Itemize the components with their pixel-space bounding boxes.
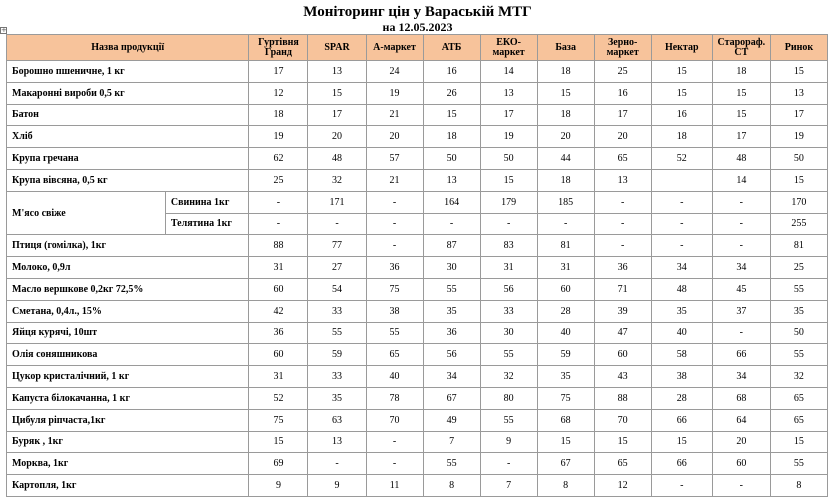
price-cell: 21 [366, 169, 423, 191]
price-cell: 25 [594, 61, 651, 83]
price-cell: 18 [712, 61, 770, 83]
price-cell: 14 [712, 169, 770, 191]
price-cell: - [712, 191, 770, 213]
column-header-store: Нектар [651, 35, 712, 61]
price-cell: - [249, 213, 308, 235]
price-cell: 87 [423, 235, 480, 257]
price-cell: 60 [249, 344, 308, 366]
table-header-row [7, 35, 828, 61]
product-name: Цукор кристалічний, 1 кг [7, 366, 249, 388]
product-subname: Свинина 1кг [165, 191, 249, 213]
price-cell: 36 [366, 257, 423, 279]
price-cell: 19 [480, 126, 537, 148]
price-cell: 55 [770, 278, 827, 300]
price-cell: 40 [537, 322, 594, 344]
price-cell: 13 [770, 82, 827, 104]
price-cell: 16 [594, 82, 651, 104]
price-cell: - [712, 322, 770, 344]
price-cell: - [366, 453, 423, 475]
price-cell: 66 [712, 344, 770, 366]
price-cell: 13 [423, 169, 480, 191]
price-cell: 37 [712, 300, 770, 322]
price-cell: 8 [537, 475, 594, 497]
price-cell: 34 [651, 257, 712, 279]
price-cell: 34 [712, 257, 770, 279]
price-cell: 18 [537, 104, 594, 126]
price-cell: 35 [308, 387, 366, 409]
product-name: Олія соняшникова [7, 344, 249, 366]
price-cell: 50 [480, 148, 537, 170]
price-cell: 75 [537, 387, 594, 409]
price-cell: 55 [423, 278, 480, 300]
price-cell: 19 [770, 126, 827, 148]
price-cell: 55 [308, 322, 366, 344]
column-header-store: База [537, 35, 594, 61]
price-cell: 31 [249, 257, 308, 279]
column-header-store: АТБ [423, 35, 480, 61]
price-cell: 88 [249, 235, 308, 257]
table-row [7, 257, 828, 279]
price-cell: 8 [770, 475, 827, 497]
price-cell: 33 [480, 300, 537, 322]
price-table [6, 34, 828, 497]
product-name: Батон [7, 104, 249, 126]
price-cell: 55 [366, 322, 423, 344]
price-cell: 15 [770, 431, 827, 453]
price-cell: 38 [651, 366, 712, 388]
price-cell: 9 [480, 431, 537, 453]
price-cell: 25 [770, 257, 827, 279]
price-cell: 58 [651, 344, 712, 366]
price-cell: 20 [537, 126, 594, 148]
price-cell: 15 [712, 82, 770, 104]
price-cell: 60 [594, 344, 651, 366]
price-cell: 15 [770, 61, 827, 83]
price-cell: 36 [249, 322, 308, 344]
price-cell: 15 [537, 82, 594, 104]
price-cell: 55 [423, 453, 480, 475]
price-cell: 48 [712, 148, 770, 170]
price-cell: - [712, 475, 770, 497]
price-cell: 16 [651, 104, 712, 126]
price-cell: 54 [308, 278, 366, 300]
price-cell: 17 [249, 61, 308, 83]
price-cell: 15 [537, 431, 594, 453]
price-cell: 17 [480, 104, 537, 126]
price-cell: - [366, 213, 423, 235]
product-name: Морква, 1кг [7, 453, 249, 475]
price-cell: - [480, 453, 537, 475]
price-cell: - [308, 453, 366, 475]
price-cell: 17 [308, 104, 366, 126]
price-cell: 59 [537, 344, 594, 366]
price-cell: 70 [594, 409, 651, 431]
price-cell: 20 [366, 126, 423, 148]
price-cell: 68 [712, 387, 770, 409]
price-cell: 48 [308, 148, 366, 170]
column-header-store: Гуртівня Гранд [249, 35, 308, 61]
price-cell: 62 [249, 148, 308, 170]
price-cell: 65 [594, 453, 651, 475]
column-header-product: Назва продукції [7, 35, 249, 61]
price-cell: 35 [651, 300, 712, 322]
price-cell: 56 [423, 344, 480, 366]
price-cell: 35 [770, 300, 827, 322]
price-cell: 75 [249, 409, 308, 431]
price-cell: 14 [480, 61, 537, 83]
table-row [7, 300, 828, 322]
product-name: Цибуля ріпчаста,1кг [7, 409, 249, 431]
table-row [7, 126, 828, 148]
table-row [7, 366, 828, 388]
price-cell: 52 [249, 387, 308, 409]
price-cell: 88 [594, 387, 651, 409]
table-row [7, 169, 828, 191]
table-row [7, 431, 828, 453]
price-cell: - [651, 235, 712, 257]
price-cell: 11 [366, 475, 423, 497]
product-name: Хліб [7, 126, 249, 148]
product-name: Крупа гречана [7, 148, 249, 170]
price-cell: - [651, 475, 712, 497]
price-cell: 7 [480, 475, 537, 497]
product-name: Крупа вівсяна, 0,5 кг [7, 169, 249, 191]
price-cell: 18 [651, 126, 712, 148]
price-cell: - [537, 213, 594, 235]
price-cell: 18 [537, 169, 594, 191]
price-cell: - [651, 191, 712, 213]
price-cell: 15 [712, 104, 770, 126]
price-cell: 12 [594, 475, 651, 497]
price-cell: 32 [480, 366, 537, 388]
price-cell: 34 [423, 366, 480, 388]
price-cell: 171 [308, 191, 366, 213]
price-cell: 71 [594, 278, 651, 300]
price-cell: - [651, 213, 712, 235]
price-cell: 48 [651, 278, 712, 300]
product-name: Масло вершкове 0,2кг 72,5% [7, 278, 249, 300]
product-name: Картопля, 1кг [7, 475, 249, 497]
price-cell: - [366, 235, 423, 257]
product-name: Капуста білокачанна, 1 кг [7, 387, 249, 409]
price-cell: 255 [770, 213, 827, 235]
price-cell: 60 [712, 453, 770, 475]
price-cell: 57 [366, 148, 423, 170]
price-cell: 13 [308, 61, 366, 83]
price-cell: 170 [770, 191, 827, 213]
price-cell: 28 [651, 387, 712, 409]
price-cell: 26 [423, 82, 480, 104]
price-cell: 17 [770, 104, 827, 126]
column-header-store: ЕКО-маркет [480, 35, 537, 61]
price-cell: - [480, 213, 537, 235]
price-cell: - [308, 213, 366, 235]
table-row [7, 82, 828, 104]
price-cell: - [594, 213, 651, 235]
price-cell: 15 [651, 61, 712, 83]
price-cell: - [712, 235, 770, 257]
product-name: Птиця (гомілка), 1кг [7, 235, 249, 257]
price-cell: 18 [423, 126, 480, 148]
price-cell: 9 [308, 475, 366, 497]
price-cell: 67 [423, 387, 480, 409]
table-row [7, 61, 828, 83]
column-header-store: А-маркет [366, 35, 423, 61]
price-cell: 17 [712, 126, 770, 148]
column-header-store: Старораф. СТ [712, 35, 770, 61]
price-cell: 60 [249, 278, 308, 300]
price-cell: 55 [770, 344, 827, 366]
price-cell: 19 [249, 126, 308, 148]
price-cell: 185 [537, 191, 594, 213]
price-cell: 44 [537, 148, 594, 170]
price-cell: 21 [366, 104, 423, 126]
price-cell: 19 [366, 82, 423, 104]
product-subname: Телятина 1кг [165, 213, 249, 235]
price-cell: 81 [537, 235, 594, 257]
price-cell: 13 [308, 431, 366, 453]
price-cell [651, 169, 712, 191]
page-subtitle: на 12.05.2023 [382, 20, 453, 34]
price-cell: 20 [594, 126, 651, 148]
price-cell: 55 [480, 409, 537, 431]
table-row [7, 322, 828, 344]
table-row [7, 387, 828, 409]
price-cell: 15 [594, 431, 651, 453]
product-name: Буряк , 1кг [7, 431, 249, 453]
price-cell: 77 [308, 235, 366, 257]
price-cell: 20 [308, 126, 366, 148]
price-cell: 70 [366, 409, 423, 431]
price-cell: 24 [366, 61, 423, 83]
table-row [7, 191, 828, 213]
price-cell: 50 [770, 322, 827, 344]
price-cell: 56 [480, 278, 537, 300]
price-cell: 15 [651, 431, 712, 453]
price-cell: 15 [423, 104, 480, 126]
product-name: Яйця курячі, 10шт [7, 322, 249, 344]
price-cell: 40 [651, 322, 712, 344]
price-cell: 43 [594, 366, 651, 388]
price-cell: 42 [249, 300, 308, 322]
price-cell: - [366, 431, 423, 453]
price-cell: 65 [366, 344, 423, 366]
price-cell: 68 [537, 409, 594, 431]
price-cell: 66 [651, 409, 712, 431]
table-row [7, 235, 828, 257]
price-cell: 15 [651, 82, 712, 104]
price-cell: 31 [249, 366, 308, 388]
price-cell: 15 [308, 82, 366, 104]
column-header-store: Зерно-маркет [594, 35, 651, 61]
product-name: Макаронні вироби 0,5 кг [7, 82, 249, 104]
price-cell: 36 [423, 322, 480, 344]
price-cell: 50 [423, 148, 480, 170]
price-cell: - [423, 213, 480, 235]
price-cell: 27 [308, 257, 366, 279]
price-cell: 164 [423, 191, 480, 213]
page-title: Моніторинг цін у Вараській МТГ [303, 4, 532, 20]
price-cell: 12 [249, 82, 308, 104]
price-cell: 59 [308, 344, 366, 366]
product-name: Молоко, 0,9л [7, 257, 249, 279]
column-header-store: SPAR [308, 35, 366, 61]
table-row [7, 104, 828, 126]
price-cell: 34 [712, 366, 770, 388]
price-cell: 39 [594, 300, 651, 322]
price-cell: 30 [480, 322, 537, 344]
price-cell: 15 [480, 169, 537, 191]
price-cell: 8 [423, 475, 480, 497]
table-body [7, 61, 828, 497]
price-cell: 15 [770, 169, 827, 191]
price-cell: - [712, 213, 770, 235]
price-cell: 35 [537, 366, 594, 388]
price-cell: 31 [537, 257, 594, 279]
price-cell: 28 [537, 300, 594, 322]
table-row [7, 409, 828, 431]
table-row [7, 453, 828, 475]
price-cell: 40 [366, 366, 423, 388]
price-cell: 32 [308, 169, 366, 191]
price-cell: 16 [423, 61, 480, 83]
price-cell: 38 [366, 300, 423, 322]
price-cell: 32 [770, 366, 827, 388]
price-cell: 17 [594, 104, 651, 126]
price-cell: 31 [480, 257, 537, 279]
price-cell: 55 [770, 453, 827, 475]
price-cell: 67 [537, 453, 594, 475]
price-cell: 7 [423, 431, 480, 453]
price-cell: 78 [366, 387, 423, 409]
product-name: Сметана, 0,4л., 15% [7, 300, 249, 322]
price-cell: - [366, 191, 423, 213]
price-cell: 30 [423, 257, 480, 279]
column-header-store: Ринок [770, 35, 827, 61]
price-cell: 18 [537, 61, 594, 83]
price-cell: 15 [249, 431, 308, 453]
price-cell: 81 [770, 235, 827, 257]
table-row [7, 475, 828, 497]
price-cell: 13 [594, 169, 651, 191]
price-cell: - [594, 235, 651, 257]
price-cell: 36 [594, 257, 651, 279]
product-name: Борошно пшеничне, 1 кг [7, 61, 249, 83]
price-cell: - [249, 191, 308, 213]
price-cell: 52 [651, 148, 712, 170]
price-cell: 55 [480, 344, 537, 366]
price-cell: 45 [712, 278, 770, 300]
table-row [7, 278, 828, 300]
price-cell: 65 [770, 409, 827, 431]
table-row [7, 148, 828, 170]
price-cell: 66 [651, 453, 712, 475]
price-cell: 64 [712, 409, 770, 431]
table-move-handle-icon[interactable]: + [1, 26, 7, 34]
price-cell: 65 [594, 148, 651, 170]
price-cell: 33 [308, 300, 366, 322]
price-cell: 20 [712, 431, 770, 453]
price-cell: 50 [770, 148, 827, 170]
price-cell: 60 [537, 278, 594, 300]
price-cell: 35 [423, 300, 480, 322]
price-cell: 18 [249, 104, 308, 126]
price-cell: 83 [480, 235, 537, 257]
price-cell: - [594, 191, 651, 213]
price-cell: 33 [308, 366, 366, 388]
price-cell: 13 [480, 82, 537, 104]
table-row [7, 344, 828, 366]
price-cell: 179 [480, 191, 537, 213]
product-name: М'ясо свіже [7, 191, 166, 235]
price-cell: 9 [249, 475, 308, 497]
price-cell: 25 [249, 169, 308, 191]
price-cell: 47 [594, 322, 651, 344]
price-cell: 65 [770, 387, 827, 409]
price-cell: 80 [480, 387, 537, 409]
price-cell: 69 [249, 453, 308, 475]
price-cell: 75 [366, 278, 423, 300]
price-cell: 49 [423, 409, 480, 431]
price-cell: 63 [308, 409, 366, 431]
